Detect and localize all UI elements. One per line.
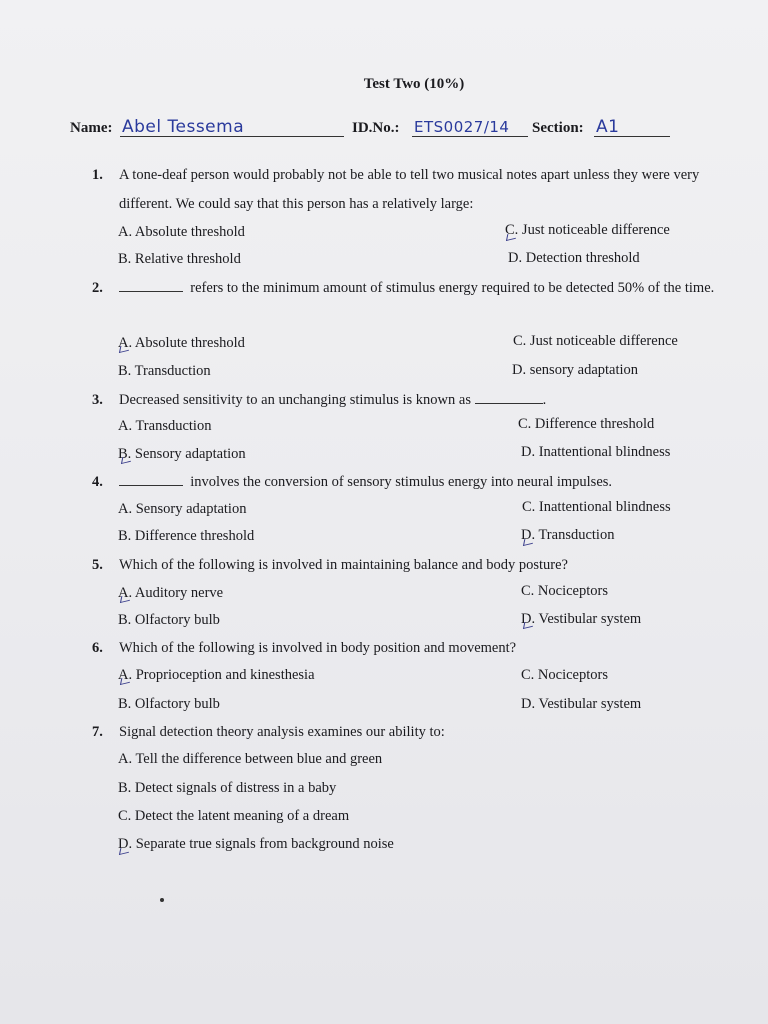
answer-check-icon	[523, 537, 534, 546]
question-number: 5.	[92, 557, 103, 573]
q3-option-c[interactable]: C. Difference threshold	[518, 416, 655, 432]
q2-option-b[interactable]: B. Transduction	[118, 363, 211, 379]
q1-option-a[interactable]: A. Absolute threshold	[118, 224, 245, 240]
answer-blank	[475, 391, 543, 404]
q6-option-a[interactable]: A. Proprioception and kinesthesia	[118, 667, 315, 683]
q2-option-c[interactable]: C. Just noticeable difference	[513, 333, 678, 349]
question-number: 4.	[92, 474, 103, 490]
name-label: Name:	[70, 120, 113, 136]
q1-option-c[interactable]: C. Just noticeable difference	[505, 222, 670, 238]
student-header	[70, 118, 710, 142]
q5-option-d[interactable]: D. Vestibular system	[521, 611, 642, 627]
id-label: ID.No.:	[352, 120, 400, 136]
name-field[interactable]: Abel Tessema	[120, 114, 344, 137]
q1-option-d[interactable]: D. Detection threshold	[508, 250, 640, 266]
q7-option-d[interactable]: D. Separate true signals from background noise	[118, 836, 394, 852]
q3-option-d[interactable]: D. Inattentional blindness	[521, 444, 671, 460]
question-number: 3.	[92, 392, 103, 408]
answer-check-icon	[506, 232, 517, 241]
question-number: 6.	[92, 640, 103, 656]
q2-option-a[interactable]: A. Absolute threshold	[118, 335, 245, 351]
q4-option-a[interactable]: A. Sensory adaptation	[118, 501, 247, 517]
question-text: Signal detection theory analysis examines our ability to:	[119, 724, 445, 740]
q5-option-c[interactable]: C. Nociceptors	[521, 583, 608, 599]
question-number: 7.	[92, 724, 103, 740]
q4-option-d[interactable]: D. Transduction	[521, 527, 615, 543]
pen-dot	[160, 898, 164, 902]
question-text: A tone-deaf person would probably not be able to tell two musical notes apart unless they were very different. We could say that this person has a relatively large:	[119, 167, 700, 212]
q7-option-c[interactable]: C. Detect the latent meaning of a dream	[118, 808, 350, 824]
answer-blank	[119, 473, 183, 486]
exam-title: Test Two (10%)	[363, 76, 465, 92]
question-number: 1.	[92, 167, 103, 183]
question-text: Which of the following is involved in body position and movement?	[119, 640, 517, 656]
question-text: Decreased sensitivity to an unchanging stimulus is known as .	[119, 392, 547, 408]
answer-check-icon	[119, 846, 130, 855]
section-label: Section:	[532, 120, 584, 136]
question-text: involves the conversion of sensory stimulus energy into neural impulses.	[119, 473, 729, 491]
q5-option-a[interactable]: A. Auditory nerve	[118, 585, 224, 601]
question-text: Which of the following is involved in maintaining balance and body posture?	[119, 557, 568, 573]
q2-option-d[interactable]: D. sensory adaptation	[512, 362, 639, 378]
q4-option-b[interactable]: B. Difference threshold	[118, 528, 255, 544]
q3-option-b[interactable]: B. Sensory adaptation	[118, 446, 246, 462]
answer-blank	[119, 279, 183, 292]
q3-option-a[interactable]: A. Transduction	[118, 418, 212, 434]
id-field[interactable]: ETS0027/14	[412, 114, 528, 137]
q1-option-b[interactable]: B. Relative threshold	[118, 251, 241, 267]
q6-option-c[interactable]: C. Nociceptors	[521, 667, 608, 683]
question-number: 2.	[92, 280, 103, 296]
q7-option-a[interactable]: A. Tell the difference between blue and green	[118, 751, 383, 767]
section-field[interactable]: A1	[594, 114, 670, 137]
q7-option-b[interactable]: B. Detect signals of distress in a baby	[118, 780, 337, 796]
q5-option-b[interactable]: B. Olfactory bulb	[118, 612, 220, 628]
question-text: refers to the minimum amount of stimulus energy required to be detected 50% of the time.	[119, 274, 729, 303]
q4-option-c[interactable]: C. Inattentional blindness	[522, 499, 671, 515]
q6-option-b[interactable]: B. Olfactory bulb	[118, 696, 220, 712]
q6-option-d[interactable]: D. Vestibular system	[521, 696, 642, 712]
